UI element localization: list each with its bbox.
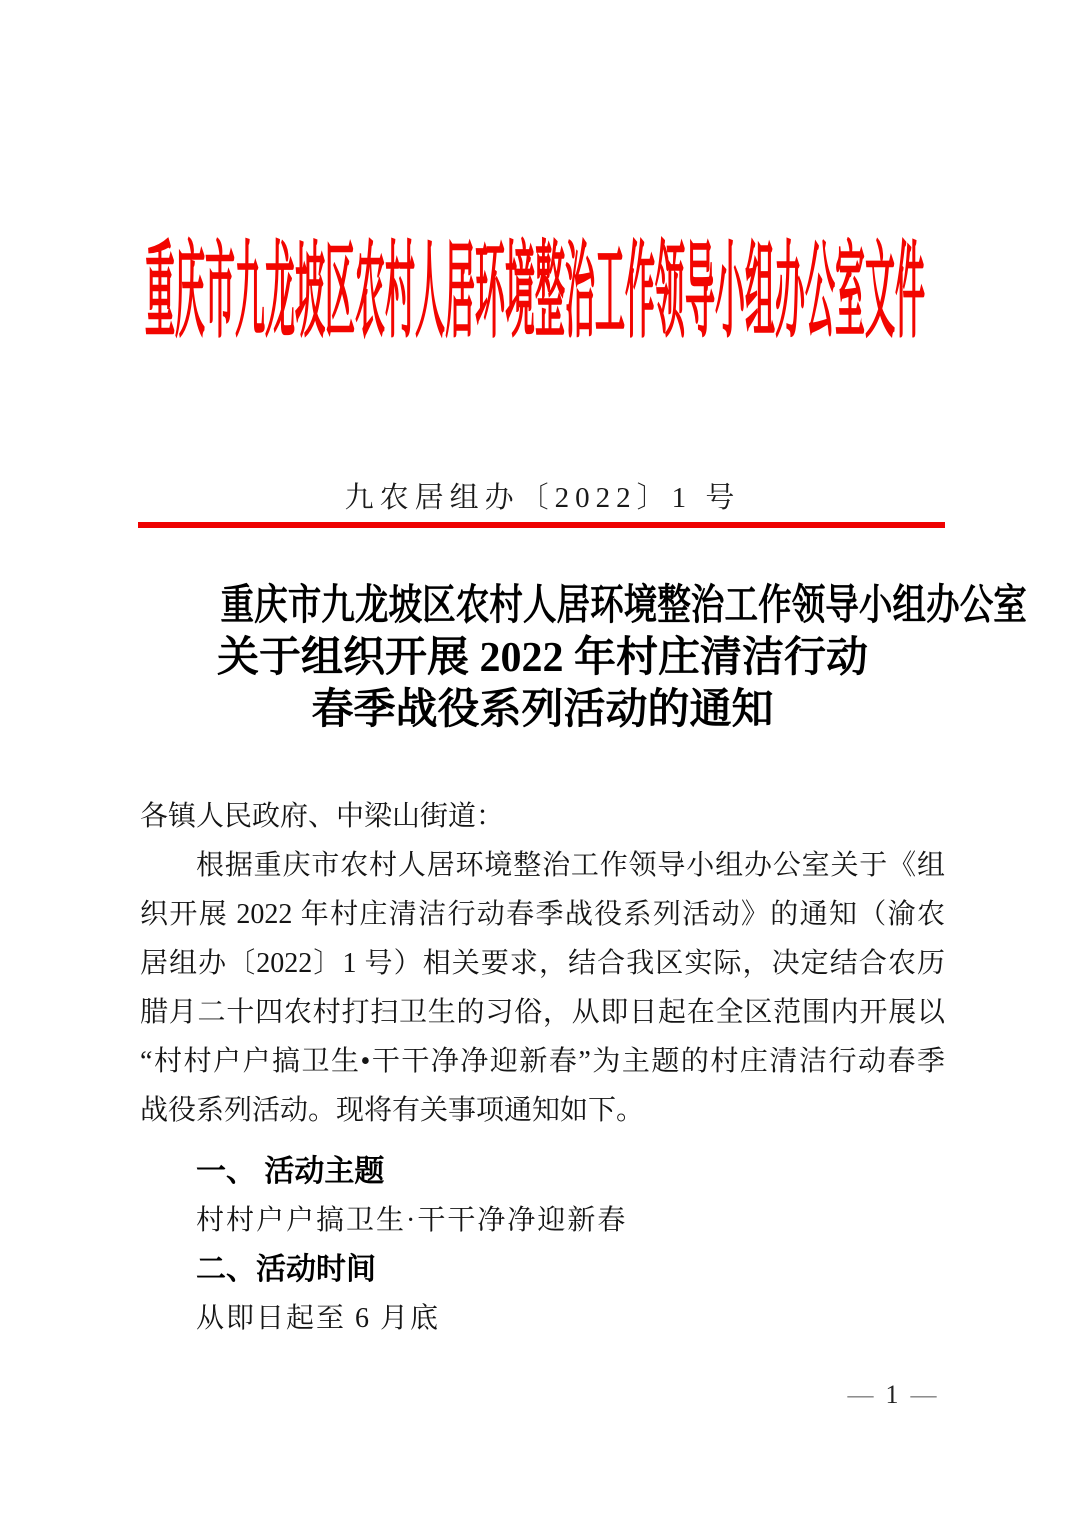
red-divider-rule xyxy=(138,522,945,528)
paragraph-line: 腊月二十四农村打扫卫生的习俗，从即日起在全区范围内开展以 xyxy=(140,997,945,1028)
document-title xyxy=(140,580,1027,736)
document-title-line-2: 关于组织开展 2022 年村庄清洁行动 xyxy=(216,635,868,681)
letterhead-banner-title: 重庆市九龙坡区农村人居环境整治工作领导小组办公室文件 xyxy=(145,236,925,352)
document-body xyxy=(140,794,945,1345)
letterhead-banner xyxy=(145,236,929,352)
page-number xyxy=(842,1380,942,1410)
paragraph-line: 战役系列活动。现将有关事项通知如下。 xyxy=(140,1095,645,1126)
section-heading-activity-time: 二、活动时间 xyxy=(196,1253,376,1286)
section-heading-activity-theme: 一、 活动主题 xyxy=(196,1155,385,1188)
salutation-line: 各镇人民政府、中梁山街道： xyxy=(140,801,505,832)
paragraph-line: 居组办〔2022〕1 号）相关要求，结合我区实际，决定结合农历 xyxy=(140,948,945,979)
page-number-dash-right: — xyxy=(910,1380,937,1409)
page-number-value: 1 xyxy=(885,1380,899,1409)
document-number: 九农居组办〔2022〕1 号 xyxy=(344,482,741,514)
paragraph-line: 根据重庆市农村人居环境整治工作领导小组办公室关于《组 xyxy=(196,850,945,881)
paragraph-line: “村村户户搞卫生•干干净净迎新春”为主题的村庄清洁行动春季 xyxy=(140,1046,945,1077)
page-number-dash-left: — xyxy=(847,1380,874,1409)
paragraph-line: 织开展 2022 年村庄清洁行动春季战役系列活动》的通知（渝农 xyxy=(140,899,945,930)
document-title-line-1: 重庆市九龙坡区农村人居环境整治工作领导小组办公室 xyxy=(220,583,1027,629)
section-content-activity-time: 从即日起至 6 月底 xyxy=(196,1303,441,1334)
section-content-activity-theme: 村村户户搞卫生·干干净净迎新春 xyxy=(196,1205,628,1236)
document-title-line-3: 春季战役系列活动的通知 xyxy=(311,687,774,733)
